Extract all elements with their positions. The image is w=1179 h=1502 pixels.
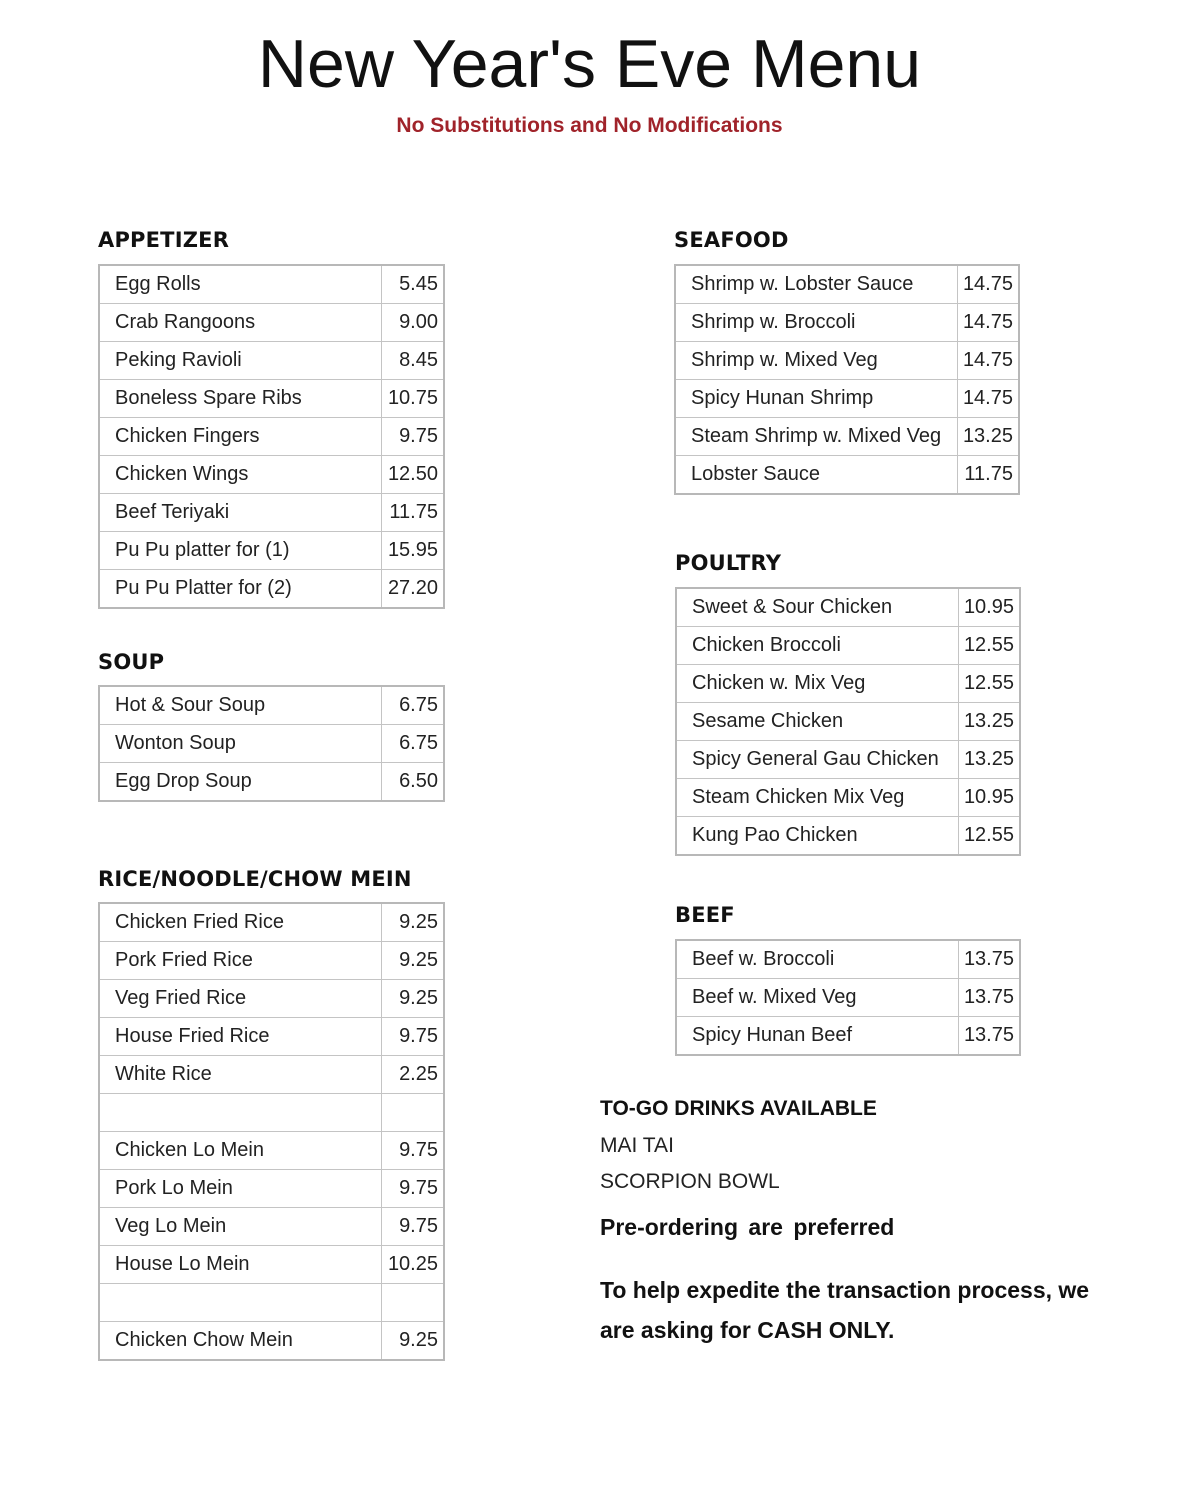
item-price: 11.75 (957, 456, 1019, 495)
item-price: 14.75 (957, 304, 1019, 342)
drink-mai-tai: MAI TAI (600, 1134, 674, 1157)
item-price: 12.55 (958, 817, 1020, 856)
table-row (99, 1056, 444, 1094)
item-price: 10.25 (381, 1246, 444, 1284)
table-row (99, 342, 444, 380)
item-price: 11.75 (381, 494, 444, 532)
item-name: Beef w. Broccoli (676, 940, 958, 979)
table-row (675, 342, 1019, 380)
appetizer-table (98, 264, 445, 609)
soup-table (98, 685, 445, 802)
preorder-note: Pre-ordering are preferred (600, 1214, 895, 1240)
item-name: Beef Teriyaki (99, 494, 381, 532)
table-row (99, 903, 444, 942)
table-row (99, 1094, 444, 1132)
item-price: 6.50 (381, 763, 444, 802)
table-row (99, 1170, 444, 1208)
table-row (99, 1132, 444, 1170)
item-name: Pu Pu Platter for (2) (99, 570, 381, 609)
table-row (99, 570, 444, 609)
item-price: 14.75 (957, 380, 1019, 418)
beef-table (675, 939, 1021, 1056)
item-price (381, 1094, 444, 1132)
table-row (99, 980, 444, 1018)
drink-scorpion-bowl: SCORPION BOWL (600, 1170, 780, 1193)
seafood-table (674, 264, 1020, 495)
poultry-heading: POULTRY (675, 551, 782, 575)
item-name: Chicken Wings (99, 456, 381, 494)
item-name (99, 1094, 381, 1132)
cash-only-note: To help expedite the transaction process, we are asking for CASH ONLY. (600, 1277, 1090, 1343)
item-name: Pu Pu platter for (1) (99, 532, 381, 570)
table-row (99, 942, 444, 980)
item-price: 12.55 (958, 665, 1020, 703)
item-name: Veg Lo Mein (99, 1208, 381, 1246)
item-price: 2.25 (381, 1056, 444, 1094)
item-name: House Fried Rice (99, 1018, 381, 1056)
table-row (676, 817, 1020, 856)
item-name: Spicy Hunan Beef (676, 1017, 958, 1056)
soup-heading: SOUP (98, 650, 165, 674)
item-price: 10.75 (381, 380, 444, 418)
table-row (99, 304, 444, 342)
item-price: 14.75 (957, 265, 1019, 304)
appetizer-heading: APPETIZER (98, 228, 230, 252)
item-price: 15.95 (381, 532, 444, 570)
beef-heading: BEEF (675, 903, 735, 927)
subtitle: No Substitutions and No Modifications (396, 114, 783, 137)
item-name: Lobster Sauce (675, 456, 957, 495)
table-row (675, 418, 1019, 456)
table-row (675, 265, 1019, 304)
item-name: Veg Fried Rice (99, 980, 381, 1018)
item-name: Sesame Chicken (676, 703, 958, 741)
table-row (99, 763, 444, 802)
item-price: 6.75 (381, 725, 444, 763)
table-row (99, 725, 444, 763)
item-name: Steam Shrimp w. Mixed Veg (675, 418, 957, 456)
item-price: 13.75 (958, 940, 1020, 979)
item-price: 8.45 (381, 342, 444, 380)
item-price: 9.00 (381, 304, 444, 342)
item-name: House Lo Mein (99, 1246, 381, 1284)
item-name: Chicken Broccoli (676, 627, 958, 665)
table-row (99, 532, 444, 570)
item-name: White Rice (99, 1056, 381, 1094)
seafood-heading: SEAFOOD (674, 228, 789, 252)
table-row (99, 1284, 444, 1322)
item-name: Egg Rolls (99, 265, 381, 304)
item-price: 9.75 (381, 1170, 444, 1208)
item-name: Boneless Spare Ribs (99, 380, 381, 418)
item-price: 13.25 (958, 741, 1020, 779)
table-row (675, 456, 1019, 495)
drinks-heading: TO-GO DRINKS AVAILABLE (600, 1097, 877, 1120)
table-row (676, 940, 1020, 979)
item-name: Peking Ravioli (99, 342, 381, 380)
item-price: 14.75 (957, 342, 1019, 380)
rice-table (98, 902, 445, 1361)
item-price: 12.50 (381, 456, 444, 494)
item-name: Beef w. Mixed Veg (676, 979, 958, 1017)
item-name: Pork Fried Rice (99, 942, 381, 980)
table-row (99, 265, 444, 304)
table-row (675, 304, 1019, 342)
table-row (676, 1017, 1020, 1056)
item-name: Shrimp w. Lobster Sauce (675, 265, 957, 304)
table-row (99, 494, 444, 532)
table-row (676, 588, 1020, 627)
item-price: 13.75 (958, 1017, 1020, 1056)
item-price: 13.25 (957, 418, 1019, 456)
table-row (676, 979, 1020, 1017)
table-row (99, 1018, 444, 1056)
rice-heading: RICE/NOODLE/CHOW MEIN (98, 867, 412, 891)
item-name: Shrimp w. Broccoli (675, 304, 957, 342)
item-price (381, 1284, 444, 1322)
item-name (99, 1284, 381, 1322)
item-name: Chicken Lo Mein (99, 1132, 381, 1170)
item-price: 9.25 (381, 980, 444, 1018)
item-name: Chicken Chow Mein (99, 1322, 381, 1361)
item-name: Spicy Hunan Shrimp (675, 380, 957, 418)
item-price: 9.75 (381, 418, 444, 456)
item-price: 9.25 (381, 1322, 444, 1361)
item-price: 13.75 (958, 979, 1020, 1017)
item-name: Sweet & Sour Chicken (676, 588, 958, 627)
item-name: Shrimp w. Mixed Veg (675, 342, 957, 380)
table-row (675, 380, 1019, 418)
item-price: 9.75 (381, 1018, 444, 1056)
item-name: Kung Pao Chicken (676, 817, 958, 856)
item-price: 13.25 (958, 703, 1020, 741)
item-name: Egg Drop Soup (99, 763, 381, 802)
item-name: Chicken w. Mix Veg (676, 665, 958, 703)
item-price: 9.75 (381, 1208, 444, 1246)
item-name: Pork Lo Mein (99, 1170, 381, 1208)
item-price: 27.20 (381, 570, 444, 609)
item-name: Chicken Fingers (99, 418, 381, 456)
table-row (676, 703, 1020, 741)
item-name: Steam Chicken Mix Veg (676, 779, 958, 817)
table-row (99, 380, 444, 418)
table-row (99, 456, 444, 494)
item-name: Spicy General Gau Chicken (676, 741, 958, 779)
item-price: 5.45 (381, 265, 444, 304)
item-price: 6.75 (381, 686, 444, 725)
table-row (676, 741, 1020, 779)
page-title: New Year's Eve Menu (257, 26, 922, 102)
table-row (676, 665, 1020, 703)
item-price: 10.95 (958, 779, 1020, 817)
item-price: 9.25 (381, 903, 444, 942)
item-name: Hot & Sour Soup (99, 686, 381, 725)
item-name: Chicken Fried Rice (99, 903, 381, 942)
table-row (676, 779, 1020, 817)
table-row (99, 1246, 444, 1284)
table-row (99, 1322, 444, 1361)
item-price: 10.95 (958, 588, 1020, 627)
item-price: 9.75 (381, 1132, 444, 1170)
table-row (676, 627, 1020, 665)
table-row (99, 418, 444, 456)
poultry-table (675, 587, 1021, 856)
table-row (99, 1208, 444, 1246)
item-price: 12.55 (958, 627, 1020, 665)
table-row (99, 686, 444, 725)
item-price: 9.25 (381, 942, 444, 980)
item-name: Wonton Soup (99, 725, 381, 763)
item-name: Crab Rangoons (99, 304, 381, 342)
